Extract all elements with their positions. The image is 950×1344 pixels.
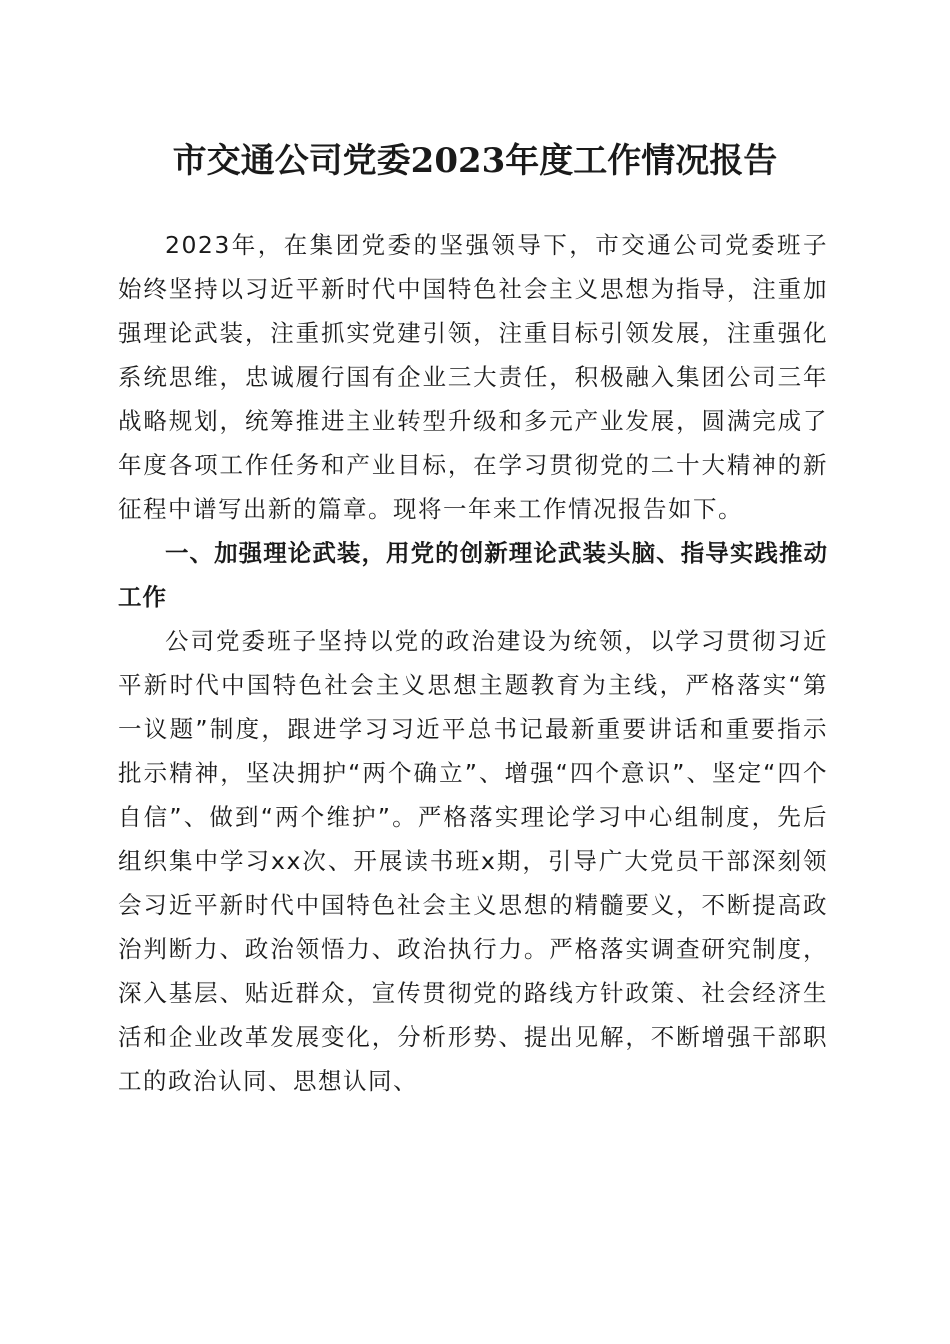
- intro-paragraph: 2023年，在集团党委的坚强领导下，市交通公司党委班子始终坚持以习近平新时代中国特色社会主义思想为指导，注重加强理论武装，注重抓实党建引领，注重目标引领发展，注重强化系统思维，忠诚履行国有企业三大责任，积极融入集团公司三年战略规划，统筹推进主业转型升级和多元产业发展，圆满完成了年度各项工作任务和产业目标，在学习贯彻党的二十大精神的新征程中谱写出新的篇章。现将一年来工作情况报告如下。: [118, 231, 828, 523]
- document-body: [118, 223, 828, 1103]
- section-1-paragraph: 公司党委班子坚持以党的政治建设为统领，以学习贯彻习近平新时代中国特色社会主义思想主题教育为主线，严格落实“第一议题”制度，跟进学习习近平总书记最新重要讲话和重要指示批示精神，坚决拥护“两个确立”、增强“四个意识”、坚定“四个自信”、做到“两个维护”。严格落实理论学习中心组制度，先后组织集中学习xx次、开展读书班x期，引导广大党员干部深刻领会习近平新时代中国特色社会主义思想的精髓要义，不断提高政治判断力、政治领悟力、政治执行力。严格落实调查研究制度，深入基层、贴近群众，宣传贯彻党的路线方针政策、社会经济生活和企业改革发展变化，分析形势、提出见解，不断增强干部职工的政治认同、思想认同、: [118, 627, 828, 1095]
- document-title: 市交通公司党委2023年度工作情况报告: [172, 141, 778, 181]
- section-heading-1: 一、加强理论武装，用党的创新理论武装头脑、指导实践推动工作: [118, 539, 828, 611]
